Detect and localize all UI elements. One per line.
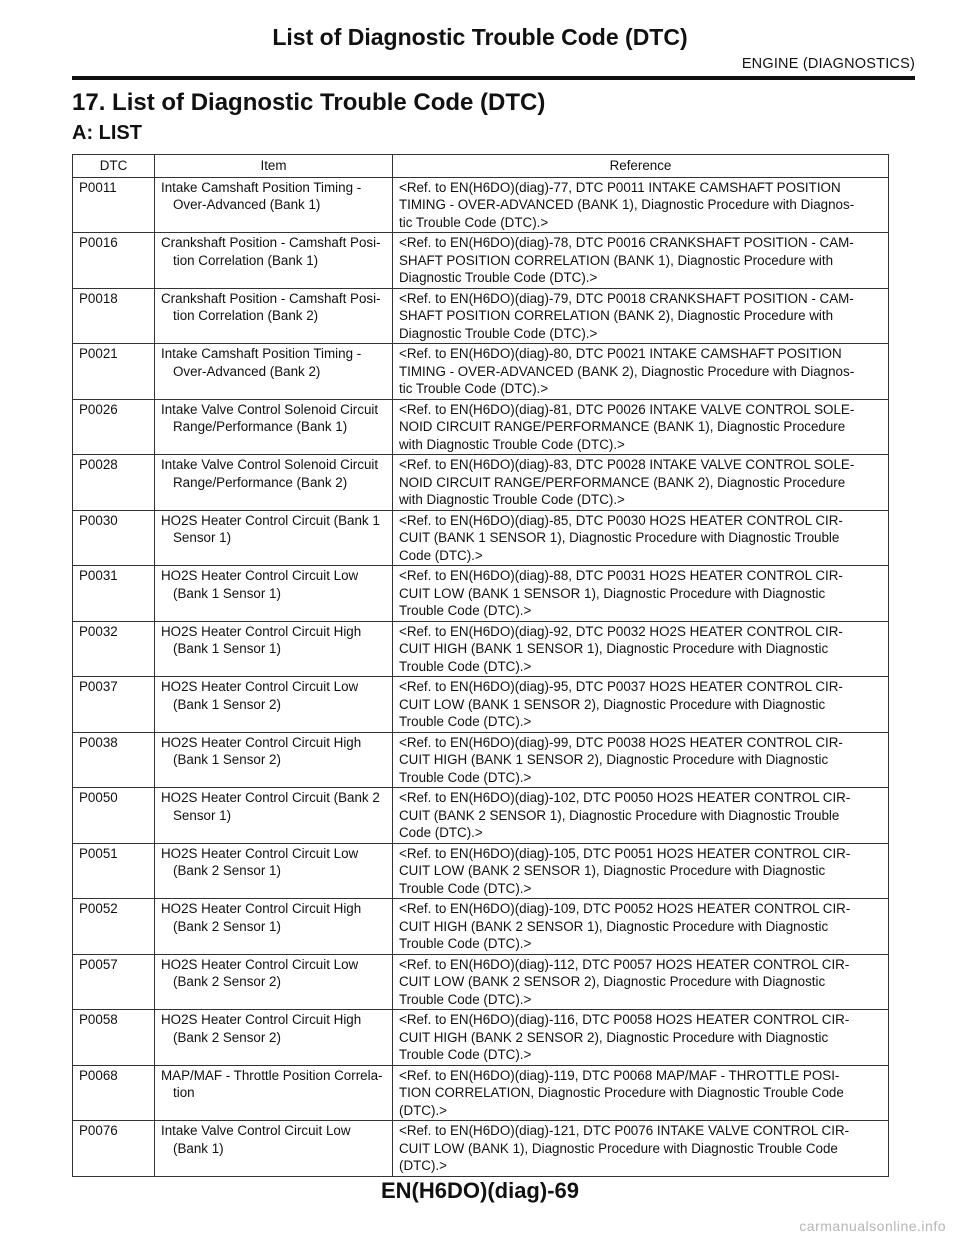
dtc-reference-line: with Diagnostic Trouble Code (DTC).> <box>399 436 625 452</box>
dtc-item-line: tion Correlation (Bank 2) <box>173 308 319 323</box>
dtc-reference-line: <Ref. to EN(H6DO)(diag)-88, DTC P0031 HO2S HEATER CONTROL CIR- <box>399 568 843 583</box>
dtc-reference-line: Trouble Code (DTC).> <box>399 769 532 785</box>
dtc-code: P0030 <box>73 510 155 566</box>
dtc-reference-line: CUIT LOW (BANK 1 SENSOR 1), Diagnostic Procedure with Diagnostic <box>399 585 826 601</box>
dtc-reference-line: CUIT (BANK 2 SENSOR 1), Diagnostic Procedure with Diagnostic Trouble <box>399 807 840 823</box>
dtc-reference-line: <Ref. to EN(H6DO)(diag)-121, DTC P0076 INTAKE VALVE CONTROL CIR- <box>399 1123 850 1138</box>
dtc-reference-line: CUIT LOW (BANK 1 SENSOR 2), Diagnostic Procedure with Diagnostic <box>399 696 826 712</box>
watermark: carmanualsonline.info <box>799 1218 946 1234</box>
dtc-item-line: tion Correlation (Bank 1) <box>173 252 319 268</box>
dtc-reference-line: Trouble Code (DTC).> <box>399 1047 532 1062</box>
dtc-table <box>72 154 889 1177</box>
dtc-item-line: HO2S Heater Control Circuit High <box>161 734 362 750</box>
dtc-item <box>155 954 393 1010</box>
header-divider <box>72 76 915 80</box>
table-row <box>73 233 889 289</box>
dtc-item-line: Intake Valve Control Circuit Low <box>161 1123 351 1138</box>
dtc-reference-line: <Ref. to EN(H6DO)(diag)-112, DTC P0057 HO2S HEATER CONTROL CIR- <box>399 956 850 972</box>
dtc-item <box>155 455 393 511</box>
table-row <box>73 455 889 511</box>
dtc-reference-line: <Ref. to EN(H6DO)(diag)-109, DTC P0052 HO2S HEATER CONTROL CIR- <box>399 901 851 916</box>
dtc-item <box>155 1065 393 1121</box>
dtc-item <box>155 677 393 733</box>
dtc-reference-line: CUIT LOW (BANK 1), Diagnostic Procedure with Diagnostic Trouble Code <box>399 1140 838 1156</box>
table-body <box>73 177 889 1176</box>
dtc-reference-line: Trouble Code (DTC).> <box>399 714 532 729</box>
dtc-reference-line: <Ref. to EN(H6DO)(diag)-81, DTC P0026 INTAKE VALVE CONTROL SOLE- <box>399 401 855 417</box>
dtc-item <box>155 288 393 344</box>
dtc-reference-line: CUIT (BANK 1 SENSOR 1), Diagnostic Procedure with Diagnostic Trouble <box>399 530 840 545</box>
dtc-reference-line: Trouble Code (DTC).> <box>399 658 532 674</box>
dtc-item <box>155 177 393 233</box>
dtc-item <box>155 621 393 677</box>
dtc-item-line: HO2S Heater Control Circuit Low <box>161 568 359 583</box>
dtc-code: P0038 <box>73 732 155 788</box>
dtc-reference-line: CUIT LOW (BANK 2 SENSOR 1), Diagnostic Procedure with Diagnostic <box>399 863 826 878</box>
dtc-reference-line: <Ref. to EN(H6DO)(diag)-92, DTC P0032 HO2S HEATER CONTROL CIR- <box>399 623 843 639</box>
dtc-reference-line: CUIT HIGH (BANK 2 SENSOR 1), Diagnostic Procedure with Diagnostic <box>399 918 829 934</box>
dtc-reference-line: CUIT HIGH (BANK 2 SENSOR 2), Diagnostic Procedure with Diagnostic <box>399 1029 829 1045</box>
dtc-reference-line: CUIT HIGH (BANK 1 SENSOR 1), Diagnostic Procedure with Diagnostic <box>399 641 829 656</box>
page-number: EN(H6DO)(diag)-69 <box>380 1178 579 1203</box>
dtc-item-line: Crankshaft Position - Camshaft Posi- <box>161 290 381 306</box>
dtc-reference-line: Trouble Code (DTC).> <box>399 936 532 951</box>
dtc-reference-line: Diagnostic Trouble Code (DTC).> <box>399 270 598 285</box>
dtc-reference <box>393 843 889 899</box>
dtc-reference-line: (DTC).> <box>399 1102 447 1118</box>
dtc-reference-line: NOID CIRCUIT RANGE/PERFORMANCE (BANK 1), Diagnostic Procedure <box>399 419 846 434</box>
table-row <box>73 344 889 400</box>
table-row <box>73 566 889 622</box>
dtc-code: P0057 <box>73 954 155 1010</box>
dtc-code: P0016 <box>73 233 155 289</box>
dtc-item-line: HO2S Heater Control Circuit (Bank 1 <box>161 512 380 528</box>
table-row <box>73 788 889 844</box>
dtc-code: P0021 <box>73 344 155 400</box>
dtc-reference-line: NOID CIRCUIT RANGE/PERFORMANCE (BANK 2), Diagnostic Procedure <box>399 474 846 490</box>
dtc-reference-line: <Ref. to EN(H6DO)(diag)-85, DTC P0030 HO2S HEATER CONTROL CIR- <box>399 512 843 528</box>
dtc-reference-line: TIMING - OVER-ADVANCED (BANK 2), Diagnostic Procedure with Diagnos- <box>399 363 855 379</box>
dtc-item <box>155 344 393 400</box>
dtc-reference-line: Trouble Code (DTC).> <box>399 880 532 896</box>
dtc-item-line: HO2S Heater Control Circuit Low <box>161 956 359 972</box>
dtc-code: P0031 <box>73 566 155 622</box>
table-row <box>73 843 889 899</box>
dtc-item-line: Intake Camshaft Position Timing - <box>161 179 362 195</box>
dtc-item-line: Intake Valve Control Solenoid Circuit <box>161 457 379 472</box>
dtc-item-line: Range/Performance (Bank 1) <box>173 419 348 434</box>
dtc-item-line: Sensor 1) <box>173 530 232 545</box>
table-row <box>73 288 889 344</box>
dtc-code: P0051 <box>73 843 155 899</box>
dtc-reference <box>393 788 889 844</box>
dtc-reference-line: Diagnostic Trouble Code (DTC).> <box>399 325 598 341</box>
dtc-item <box>155 510 393 566</box>
dtc-reference-line: CUIT HIGH (BANK 1 SENSOR 2), Diagnostic Procedure with Diagnostic <box>399 752 829 767</box>
dtc-reference-line: Trouble Code (DTC).> <box>399 991 532 1007</box>
table-row <box>73 677 889 733</box>
dtc-item-line: (Bank 1 Sensor 2) <box>173 696 281 712</box>
dtc-item <box>155 899 393 955</box>
table-row <box>73 621 889 677</box>
section-subtitle: A: LIST <box>72 122 142 144</box>
dtc-reference-line: CUIT LOW (BANK 2 SENSOR 2), Diagnostic Procedure with Diagnostic <box>399 974 826 989</box>
dtc-item-line: (Bank 1 Sensor 1) <box>173 641 281 656</box>
dtc-code: P0028 <box>73 455 155 511</box>
dtc-item-line: Intake Camshaft Position Timing - <box>161 346 362 361</box>
dtc-reference-line: SHAFT POSITION CORRELATION (BANK 2), Diagnostic Procedure with <box>399 308 834 323</box>
dtc-reference-line: SHAFT POSITION CORRELATION (BANK 1), Diagnostic Procedure with <box>399 252 834 268</box>
dtc-reference <box>393 566 889 622</box>
dtc-item <box>155 732 393 788</box>
dtc-reference <box>393 288 889 344</box>
dtc-code: P0052 <box>73 899 155 955</box>
dtc-reference-line: Code (DTC).> <box>399 547 483 563</box>
dtc-reference-line: <Ref. to EN(H6DO)(diag)-119, DTC P0068 MAP/MAF - THROTTLE POSI- <box>399 1067 840 1083</box>
dtc-code: P0076 <box>73 1121 155 1177</box>
dtc-item-line: (Bank 2 Sensor 1) <box>173 918 281 934</box>
dtc-reference-line: <Ref. to EN(H6DO)(diag)-95, DTC P0037 HO2S HEATER CONTROL CIR- <box>399 679 843 694</box>
dtc-reference-line: <Ref. to EN(H6DO)(diag)-102, DTC P0050 HO2S HEATER CONTROL CIR- <box>399 790 851 805</box>
dtc-reference-line: <Ref. to EN(H6DO)(diag)-79, DTC P0018 CRANKSHAFT POSITION - CAM- <box>399 290 854 306</box>
table-row <box>73 732 889 788</box>
dtc-item-line: MAP/MAF - Throttle Position Correla- <box>161 1067 383 1083</box>
dtc-code: P0032 <box>73 621 155 677</box>
section-title: 17. List of Diagnostic Trouble Code (DTC) <box>72 89 546 116</box>
table-row <box>73 954 889 1010</box>
table-row <box>73 1010 889 1066</box>
dtc-item-line: Crankshaft Position - Camshaft Posi- <box>161 235 381 250</box>
dtc-code: P0011 <box>73 177 155 233</box>
dtc-reference <box>393 399 889 455</box>
dtc-reference <box>393 677 889 733</box>
dtc-code: P0068 <box>73 1065 155 1121</box>
dtc-reference-line: <Ref. to EN(H6DO)(diag)-105, DTC P0051 HO2S HEATER CONTROL CIR- <box>399 845 851 861</box>
dtc-reference <box>393 732 889 788</box>
dtc-reference-line: <Ref. to EN(H6DO)(diag)-83, DTC P0028 INTAKE VALVE CONTROL SOLE- <box>399 457 855 472</box>
dtc-item <box>155 788 393 844</box>
dtc-item-line: Sensor 1) <box>173 807 232 823</box>
dtc-code: P0050 <box>73 788 155 844</box>
dtc-reference <box>393 954 889 1010</box>
dtc-code: P0037 <box>73 677 155 733</box>
dtc-code: P0058 <box>73 1010 155 1066</box>
dtc-reference-line: Code (DTC).> <box>399 825 483 840</box>
dtc-item-line: (Bank 1) <box>173 1140 224 1156</box>
dtc-reference <box>393 621 889 677</box>
dtc-reference-line: TION CORRELATION, Diagnostic Procedure with Diagnostic Trouble Code <box>399 1085 844 1100</box>
page-header-title: List of Diagnostic Trouble Code (DTC) <box>272 24 688 50</box>
dtc-item-line: HO2S Heater Control Circuit (Bank 2 <box>161 790 380 805</box>
dtc-reference <box>393 1121 889 1177</box>
table-row <box>73 177 889 233</box>
dtc-reference <box>393 1065 889 1121</box>
dtc-item <box>155 1010 393 1066</box>
dtc-reference <box>393 233 889 289</box>
dtc-reference-line: TIMING - OVER-ADVANCED (BANK 1), Diagnostic Procedure with Diagnos- <box>399 197 855 212</box>
dtc-reference-line: with Diagnostic Trouble Code (DTC).> <box>399 492 625 507</box>
dtc-reference-line: <Ref. to EN(H6DO)(diag)-99, DTC P0038 HO2S HEATER CONTROL CIR- <box>399 734 843 750</box>
dtc-item <box>155 399 393 455</box>
dtc-reference-line: Trouble Code (DTC).> <box>399 603 532 618</box>
dtc-item <box>155 566 393 622</box>
dtc-reference-line: <Ref. to EN(H6DO)(diag)-78, DTC P0016 CRANKSHAFT POSITION - CAM- <box>399 235 854 250</box>
table-row <box>73 1121 889 1177</box>
dtc-reference <box>393 510 889 566</box>
column-header-dtc: DTC <box>73 155 155 178</box>
dtc-reference-line: tic Trouble Code (DTC).> <box>399 381 549 396</box>
dtc-reference-line: <Ref. to EN(H6DO)(diag)-80, DTC P0021 INTAKE CAMSHAFT POSITION <box>399 346 842 361</box>
dtc-code: P0026 <box>73 399 155 455</box>
column-header-reference: Reference <box>393 155 889 178</box>
dtc-reference <box>393 455 889 511</box>
table-row <box>73 899 889 955</box>
dtc-item-line: (Bank 2 Sensor 2) <box>173 974 281 989</box>
dtc-item-line: Range/Performance (Bank 2) <box>173 474 348 490</box>
dtc-reference-line: <Ref. to EN(H6DO)(diag)-116, DTC P0058 HO2S HEATER CONTROL CIR- <box>399 1012 850 1027</box>
dtc-reference-line: (DTC).> <box>399 1158 447 1173</box>
table-row <box>73 510 889 566</box>
dtc-code: P0018 <box>73 288 155 344</box>
dtc-item-line: HO2S Heater Control Circuit Low <box>161 845 359 861</box>
dtc-reference-line: <Ref. to EN(H6DO)(diag)-77, DTC P0011 INTAKE CAMSHAFT POSITION <box>399 179 841 195</box>
dtc-reference <box>393 344 889 400</box>
column-header-item: Item <box>155 155 393 178</box>
dtc-item-line: tion <box>173 1085 195 1100</box>
dtc-item <box>155 233 393 289</box>
table-header-row <box>73 155 889 178</box>
dtc-item-line: HO2S Heater Control Circuit High <box>161 901 362 916</box>
dtc-item-line: (Bank 1 Sensor 1) <box>173 585 281 601</box>
dtc-reference <box>393 1010 889 1066</box>
dtc-item <box>155 843 393 899</box>
dtc-reference <box>393 899 889 955</box>
dtc-item-line: (Bank 2 Sensor 1) <box>173 863 281 878</box>
dtc-item-line: Over-Advanced (Bank 1) <box>173 197 321 212</box>
dtc-item-line: Over-Advanced (Bank 2) <box>173 363 321 379</box>
dtc-item-line: HO2S Heater Control Circuit High <box>161 1012 362 1027</box>
dtc-item-line: (Bank 2 Sensor 2) <box>173 1029 281 1045</box>
page-header-section: ENGINE (DIAGNOSTICS) <box>741 56 915 72</box>
dtc-reference <box>393 177 889 233</box>
dtc-item-line: HO2S Heater Control Circuit High <box>161 623 362 639</box>
dtc-item <box>155 1121 393 1177</box>
dtc-item-line: Intake Valve Control Solenoid Circuit <box>161 401 379 417</box>
dtc-reference-line: tic Trouble Code (DTC).> <box>399 214 549 230</box>
table-row <box>73 1065 889 1121</box>
dtc-item-line: (Bank 1 Sensor 2) <box>173 752 281 767</box>
table-row <box>73 399 889 455</box>
dtc-item-line: HO2S Heater Control Circuit Low <box>161 679 359 694</box>
